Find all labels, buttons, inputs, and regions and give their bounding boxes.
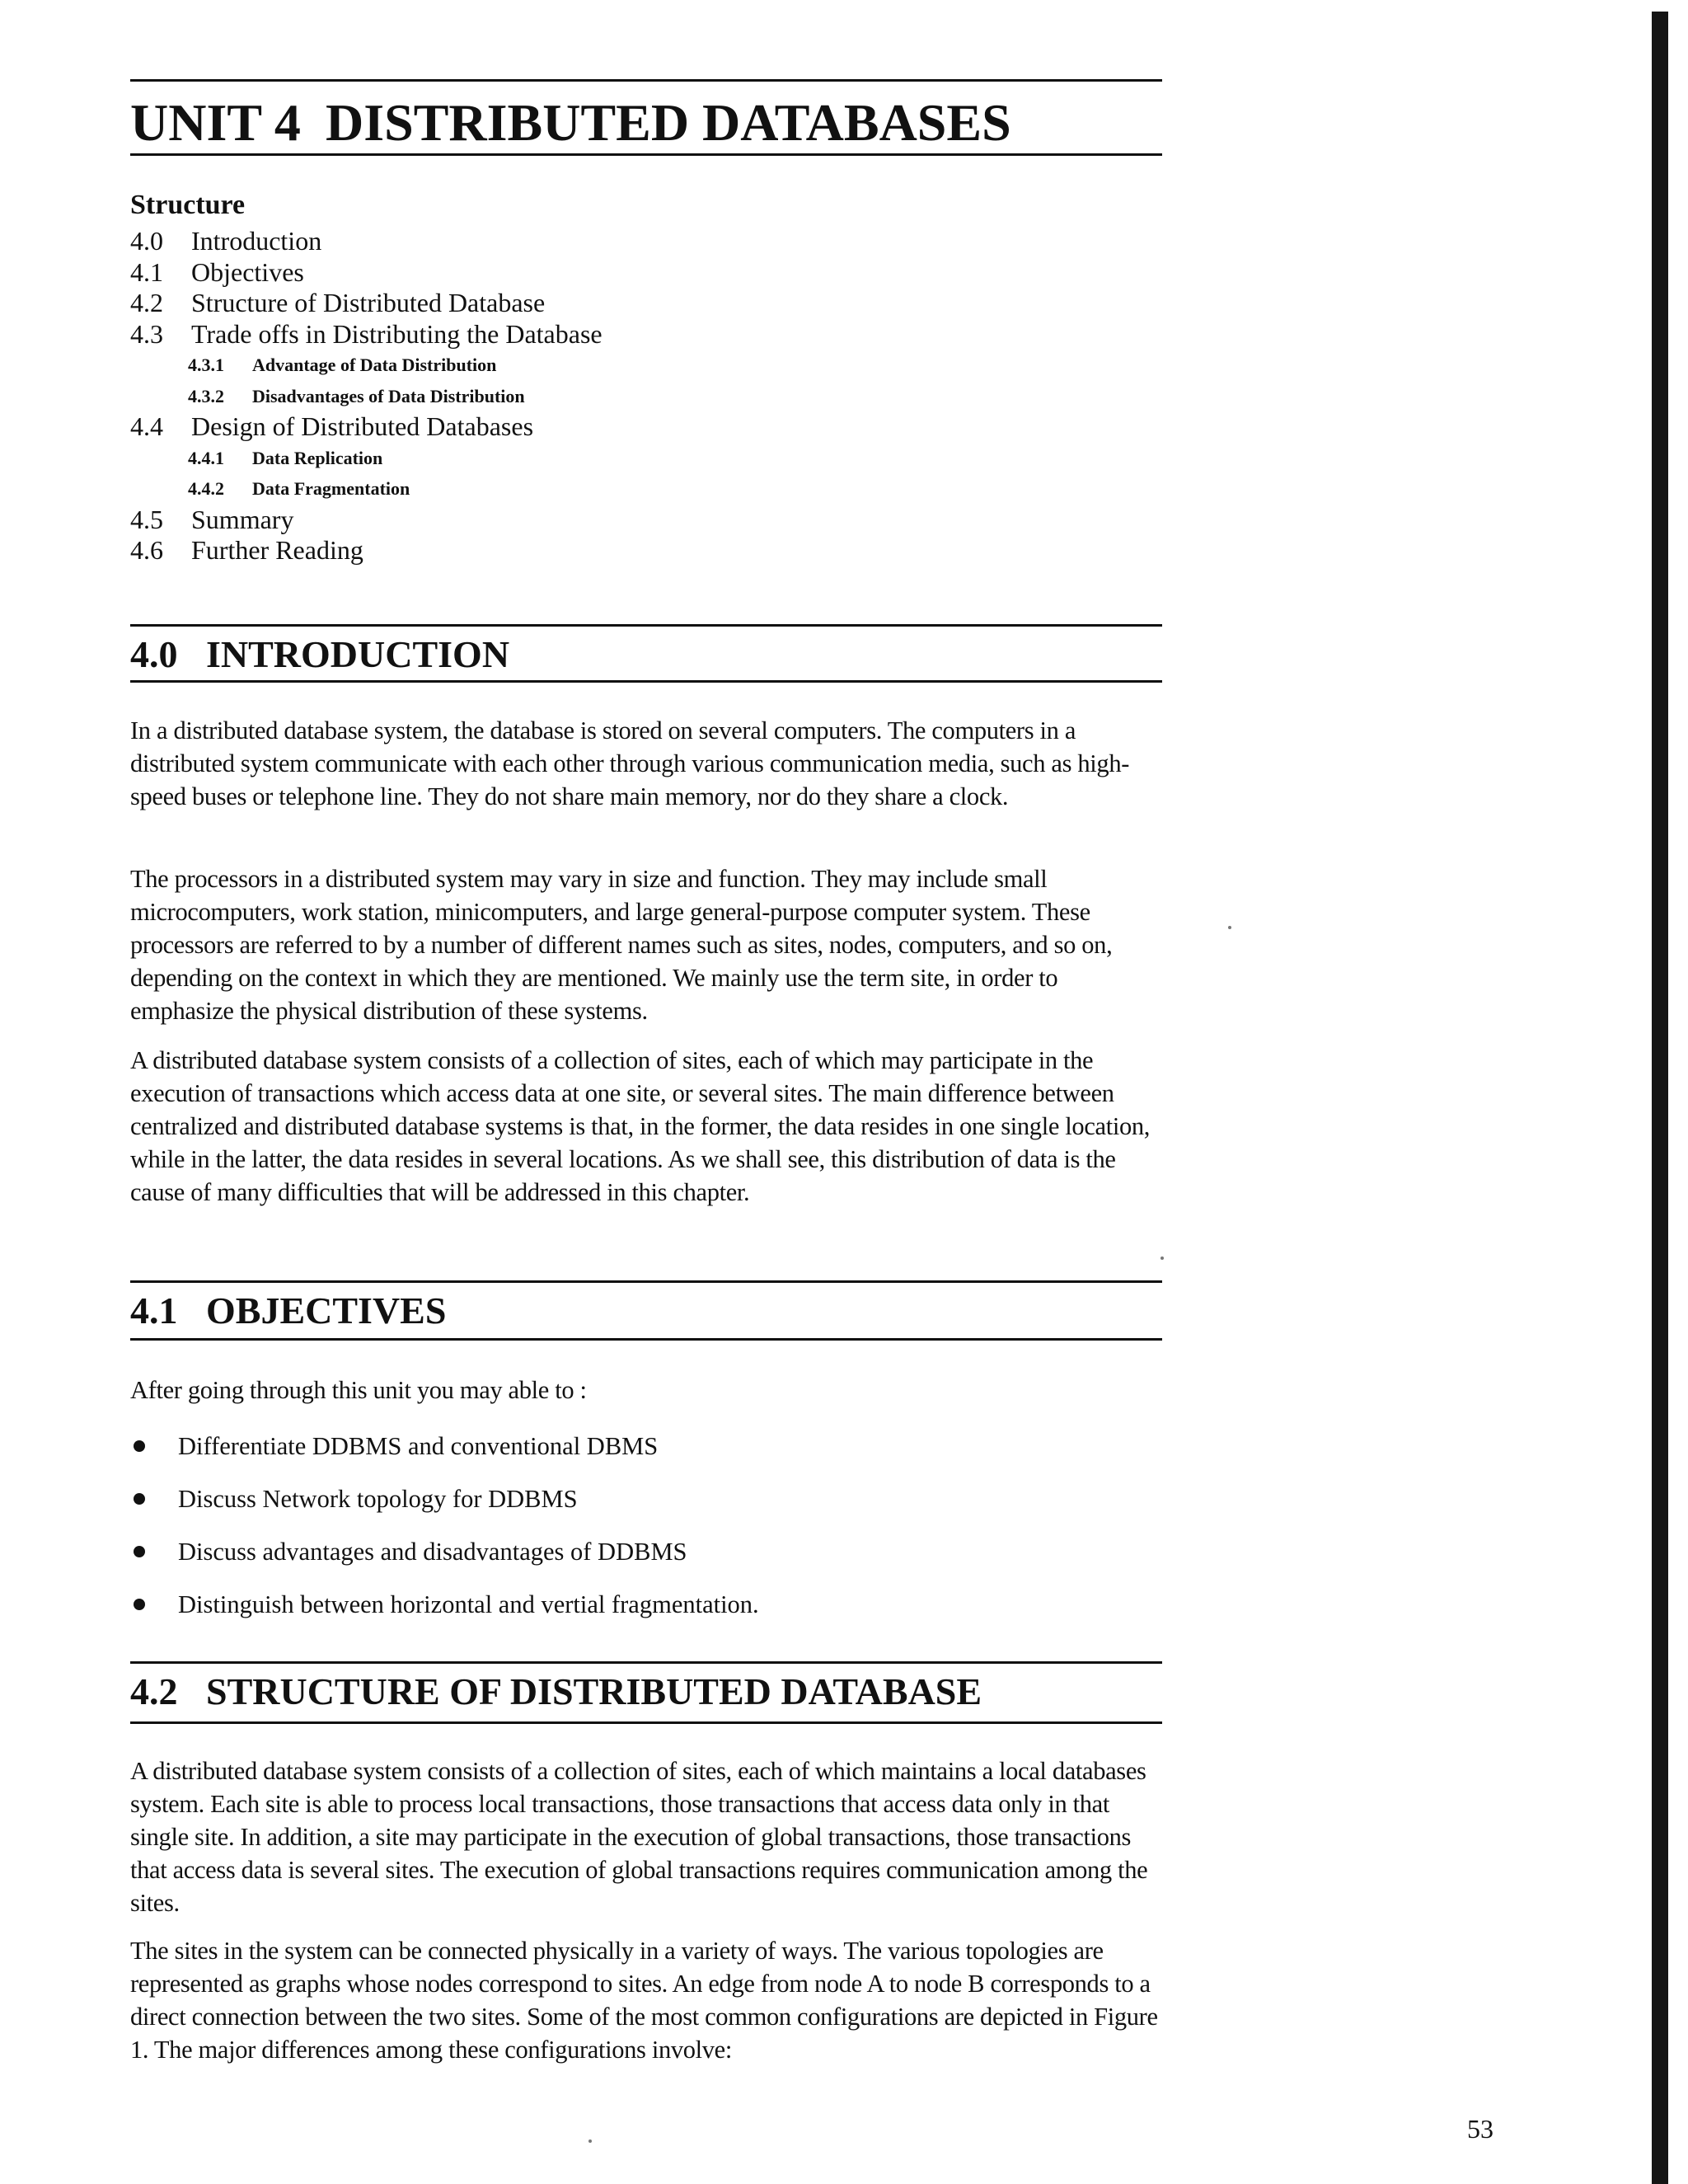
section-rule-bottom [130, 1721, 1162, 1724]
introduction-paragraph-3: A distributed database system consists of a collection of sites, each of which may participate in the execution of transactions which access data at one site, or several sites. The main difference between centralized and distributed database systems is that, in the former, the data resides in one single location, while in the latter, the data resides in several locations. As we shall see, this distribution of data is the cause of many difficulties that will be addressed in this chapter. [130, 1046, 1151, 1206]
unit-title [130, 94, 1011, 152]
toc-item-4-5: 4.5 Summary [130, 504, 294, 534]
section-rule-top [130, 624, 1162, 627]
objectives-intro: After going through this unit you may able to : [130, 1376, 587, 1404]
scan-speck [588, 2139, 592, 2143]
objectives-list [130, 1420, 759, 1631]
toc-item-4-1: 4.1 Objectives [130, 256, 304, 287]
list-item: Discuss Network topology for DDBMS [130, 1472, 759, 1525]
section-rule-top [130, 1661, 1162, 1664]
scan-speck [1160, 1256, 1164, 1260]
list-item: Discuss advantages and disadvantages of DDBMS [130, 1525, 759, 1578]
structure-paragraph-2: The sites in the system can be connected physically in a variety of ways. The various topologies are represented as graphs whose nodes correspond to sites. An edge from node A to node B corresponds to a direct connection between the two sites. Some of the most common configurations are depicted in Figure 1. The major differences among these configurations involve: [130, 1937, 1158, 2064]
scan-binding-edge [1652, 12, 1668, 2184]
section-title-structure: 4.2 STRUCTURE OF DISTRIBUTED DATABASE [130, 1670, 982, 1712]
bullet-icon [134, 1546, 145, 1557]
toc-item-4-4-2: 4.4.2 Data Fragmentation [188, 478, 410, 499]
scan-speck [1228, 926, 1231, 929]
introduction-paragraph-2: The processors in a distributed system may vary in size and function. They may include small microcomputers, work station, minicomputers, and large general-purpose computer system. These processors are referred to by a number of different names such as sites, nodes, computers, and so on, depending on the context in which they are mentioned. We mainly use the term site, in order to emphasize the physical distribution of these systems. [130, 865, 1113, 1025]
list-item: Distinguish between horizontal and vertial fragmentation. [130, 1578, 759, 1631]
section-rule-bottom [130, 1338, 1162, 1341]
title-rule-bottom [130, 153, 1162, 156]
toc-item-4-3-1: 4.3.1 Advantage of Data Distribution [188, 355, 497, 375]
structure-paragraph-1: A distributed database system consists of a collection of sites, each of which maintains a local databases system. Each site is able to process local transactions, those transactions that access data only in that single site. In addition, a site may participate in the execution of global transactions, those transactions that access data is several sites. The execution of global transactions requires communication among the sites. [130, 1757, 1148, 1917]
toc-item-4-0: 4.0 Introduction [130, 226, 322, 256]
list-item: Differentiate DDBMS and conventional DBMS [130, 1420, 759, 1472]
bullet-icon [134, 1493, 145, 1505]
section-rule-bottom [130, 680, 1162, 683]
bullet-icon [134, 1440, 145, 1452]
unit-number: UNIT 4 [130, 93, 301, 152]
section-title-objectives: 4.1 OBJECTIVES [130, 1289, 447, 1332]
toc-item-4-3-2: 4.3.2 Disadvantages of Data Distribution [188, 385, 525, 406]
introduction-paragraph-1: In a distributed database system, the database is stored on several computers. The computers in a distributed system communicate with each other through various communication media, such as high-speed buses or telephone line. They do not share main memory, nor do they share a clock. [130, 716, 1130, 810]
toc-item-4-2: 4.2 Structure of Distributed Database [130, 288, 546, 317]
title-rule-top [130, 79, 1162, 82]
table-of-contents [130, 226, 603, 566]
section-title-introduction: 4.0 INTRODUCTION [130, 633, 510, 675]
toc-item-4-3: 4.3 Trade offs in Distributing the Database [130, 318, 603, 349]
toc-item-4-6: 4.6 Further Reading [130, 535, 363, 565]
unit-title-text: DISTRIBUTED DATABASES [326, 93, 1011, 152]
bullet-icon [134, 1599, 145, 1610]
section-rule-top [130, 1280, 1162, 1283]
toc-item-4-4-1: 4.4.1 Data Replication [188, 447, 383, 468]
toc-item-4-4: 4.4 Design of Distributed Databases [130, 411, 534, 441]
structure-heading: Structure [130, 190, 246, 220]
page-number: 53 [1467, 2114, 1493, 2144]
